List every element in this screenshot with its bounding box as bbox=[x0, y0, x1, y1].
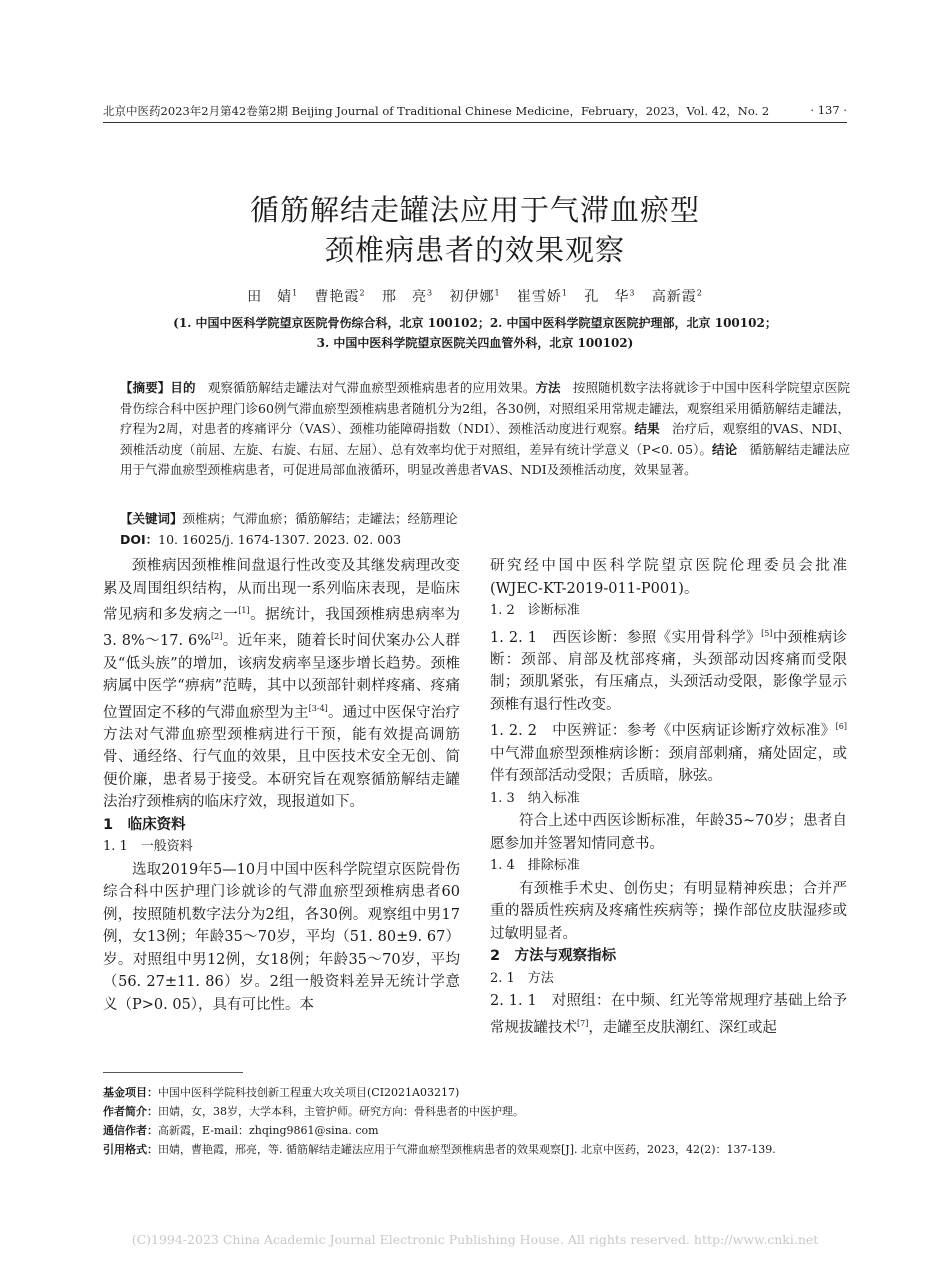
header-journal: 北京中医药2023年2月第42卷第2期 Beijing Journal of Traditional Chinese Medicine，February，2023，Vol. 42，No. 2 bbox=[103, 104, 770, 118]
citation: [6] bbox=[835, 722, 847, 732]
article-title bbox=[0, 190, 950, 270]
keywords-label: 【关键词】 bbox=[120, 511, 183, 526]
citation: [2] bbox=[211, 632, 223, 642]
subsection-heading: 1. 1 一般资料 bbox=[103, 839, 193, 855]
doi bbox=[120, 530, 850, 550]
author-note: 作者简介：田婧，女，38岁，大学本科，主管护师。研究方向：骨科患者的中医护理。 bbox=[103, 1105, 524, 1118]
affiliations bbox=[0, 313, 950, 353]
author: 田 婧$^1$ bbox=[247, 288, 299, 305]
left-column bbox=[103, 555, 460, 1016]
keywords-text: 颈椎病；气滞血瘀；循筋解结；走罐法；经筋理论 bbox=[182, 511, 458, 526]
author: 崔雪娇$^1$ bbox=[516, 288, 568, 305]
citation: [5] bbox=[761, 628, 773, 638]
author-list bbox=[0, 286, 950, 306]
objective-label: 目的 bbox=[170, 380, 196, 395]
subsection-heading: 1. 2 诊断标准 bbox=[490, 603, 580, 618]
author: 邢 亮$^3$ bbox=[382, 288, 434, 305]
correspondence-note: 通信作者：高新霞，E-mail：zhqing9861@sina. com bbox=[103, 1124, 379, 1137]
exclusion-paragraph: 有颈椎手术史、创伤史；有明显精神疾患；合并严重的器质性疾病及疼痛性疾病等；操作部位皮肤湿疹或过敏明显者。 bbox=[490, 880, 847, 942]
tcm-diagnosis-paragraph: 1. 2. 2 中医辨证：参考《中医病证诊断疗效标准》[6]中气滞血瘀型颈椎病诊断：颈肩部刺痛，痛处固定，或伴有颈部活动受限；舌质暗，脉弦。 bbox=[490, 722, 847, 785]
citation: [7] bbox=[577, 1018, 589, 1028]
fund-note: 基金项目：中国中医科学院科技创新工程重大攻关项目(CI2021A03217) bbox=[103, 1086, 460, 1099]
author: 孔 华$^3$ bbox=[584, 288, 636, 305]
general-data-paragraph: 选取2019年5—10月中国中医科学院望京医院骨伤综合科中医护理门诊就诊的气滞血瘀型颈椎病患者60例，按照随机数字法分为2组，各30例。观察组中男17例，女13例；年龄35～70岁，平均（51. 80±9. 67）岁。对照组中男12例，女18例；年龄35～70岁，平均（56. 27±11. 86）岁。2组一般资料差异无统计学意义（P>0. 05），具有可比性。本 bbox=[103, 861, 460, 1013]
doi-text: 10. 16025/j. 1674-1307. 2023. 02. 003 bbox=[158, 532, 402, 547]
results-text: 治疗后，观察组的VAS、NDI、颈椎活动度（前屈、左旋、右旋、右屈、左屈）、总有效率均优于对照组，差异有统计学意义（P<0. 05）。 bbox=[120, 421, 850, 457]
conclusion-label: 结论 bbox=[712, 441, 738, 457]
header-rule bbox=[103, 122, 847, 123]
subsection-heading: 1. 3 纳入标准 bbox=[490, 790, 580, 806]
footnote-rule bbox=[103, 1072, 243, 1073]
section-heading: 2 方法与观察指标 bbox=[490, 948, 617, 965]
header-page-number: · 137 · bbox=[810, 103, 847, 117]
ethics-paragraph: 研究经中国中医科学院望京医院伦理委员会批准(WJEC-KT-2019-011-P001)。 bbox=[490, 558, 847, 597]
title-line-2: 颈椎病患者的效果观察 bbox=[324, 233, 625, 267]
conclusion-text: 循筋解结走罐法应用于气滞血瘀型颈椎病患者，可促进局部血液循环，明显改善患者VAS、NDI及颈椎活动度，效果显著。 bbox=[120, 441, 850, 477]
author: 初伊娜$^1$ bbox=[449, 288, 501, 305]
methods-label: 方法 bbox=[535, 380, 561, 395]
affiliation-line-1: (1. 中国中医科学院望京医院骨伤综合科，北京 100102；2. 中国中医科学院望京医院护理部，北京 100102； bbox=[173, 316, 777, 330]
results-label: 结果 bbox=[634, 421, 660, 436]
intro-paragraph: 颈椎病因颈椎椎间盘退行性改变及其继发病理改变累及周围组织结构，从而出现一系列临床表现，是临床常见病和多发病之一[1]。据统计，我国颈椎病患病率为3. 8%～17. 6%[2]。近年来，随着长时间伏案办公人群及“低头族”的增加，该病发病率呈逐步增长趋势。颈椎病属中医学“痹病”范畴，其中以颈部针刺样疼痛、疼痛位置固定不移的气滞血瘀型为主[3-4]。通过中医保守治疗方法对气滞血瘀型颈椎病进行干预，能有效提高调筋骨、通经络、行气血的效果，且中医技术安全无创、简便价廉，患者易于接受。本研究旨在观察循筋解结走罐法治疗颈椎病的临床疗效，现报道如下。 bbox=[103, 558, 461, 811]
citation: [3-4] bbox=[308, 703, 328, 713]
author: 曹艳霞$^2$ bbox=[314, 288, 366, 305]
section-heading: 1 临床资料 bbox=[103, 816, 186, 833]
footnotes bbox=[103, 1083, 847, 1159]
doi-label: DOI： bbox=[120, 532, 159, 547]
citation-format-note: 引用格式：田婧，曹艳霞，邢亮，等. 循筋解结走罐法应用于气滞血瘀型颈椎病患者的效果观察[J]. 北京中医药，2023，42(2)：137-139. bbox=[103, 1143, 776, 1156]
title-line-1: 循筋解结走罐法应用于气滞血瘀型 bbox=[249, 193, 700, 227]
control-group-paragraph: 2. 1. 1 对照组：在中频、红光等常规理疗基础上给予常规拔罐技术[7]，走罐至皮肤潮红、深红或起 bbox=[490, 993, 847, 1036]
keywords bbox=[120, 509, 850, 529]
objective-text: 观察循筋解结走罐法对气滞血瘀型颈椎病患者的应用效果。 bbox=[207, 380, 536, 395]
copyright-watermark: (C)1994-2023 China Academic Journal Electronic Publishing House. All rights reserved. http://www.cnki.net bbox=[131, 1232, 819, 1247]
subsection-heading: 1. 4 排除标准 bbox=[490, 858, 580, 874]
western-diagnosis-paragraph: 1. 2. 1 西医诊断：参照《实用骨科学》[5]中颈椎病诊断：颈部、肩部及枕部疼痛，头颈部动因疼痛而受限制；颈肌紧张，有压痛点，头颈活动受限，影像学显示颈椎有退行性改变。 bbox=[490, 628, 847, 713]
running-header bbox=[103, 103, 847, 119]
abstract bbox=[120, 378, 850, 481]
author: 高新霞$^2$ bbox=[651, 288, 703, 305]
subsection-heading: 2. 1 方法 bbox=[490, 970, 554, 986]
inclusion-paragraph: 符合上述中西医诊断标准，年龄35~70岁；患者自愿参加并签署知情同意书。 bbox=[490, 813, 847, 852]
abstract-label: 【摘要】 bbox=[120, 380, 171, 395]
methods-text: 按照随机数字法将就诊于中国中医科学院望京医院骨伤综合科中医护理门诊60例气滞血瘀型颈椎病患者随机分为2组，各30例，对照组采用常规走罐法，观察组采用循筋解结走罐法，疗程为2周，对患者的疼痛评分（VAS）、颈椎功能障碍指数（NDI）、颈椎活动度进行观察。 bbox=[120, 380, 850, 436]
right-column bbox=[490, 555, 847, 1039]
citation: [1] bbox=[238, 606, 250, 615]
affiliation-line-2: 3. 中国中医科学院望京医院关四血管外科，北京 100102) bbox=[316, 336, 634, 350]
